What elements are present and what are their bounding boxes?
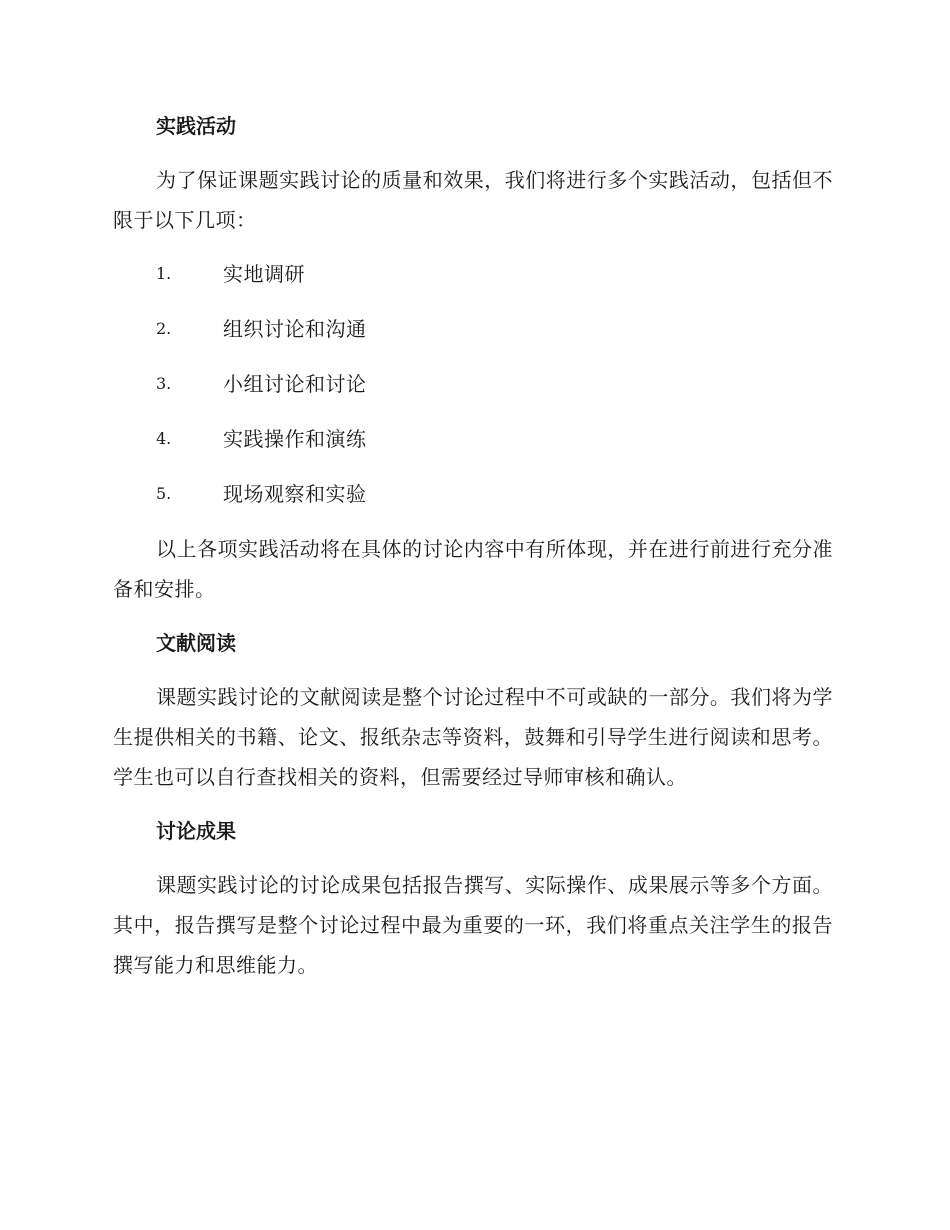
list-item-text: 小组讨论和讨论 <box>223 372 367 396</box>
practice-activity-list <box>113 254 833 514</box>
list-item <box>113 364 833 404</box>
list-item <box>113 254 833 294</box>
document-content <box>113 106 833 999</box>
section-heading-results: 讨论成果 <box>156 819 236 843</box>
list-item-number: 2. <box>156 319 172 338</box>
results-paragraph: 课题实践讨论的讨论成果包括报告撰写、实际操作、成果展示等多个方面。其中，报告撰写是整个讨论过程中最为重要的一环，我们将重点关注学生的报告撰写能力和思维能力。 <box>113 873 833 977</box>
list-item <box>113 474 833 514</box>
list-item-number: 3. <box>156 374 172 393</box>
section-heading-literature: 文献阅读 <box>156 631 236 655</box>
list-item <box>113 419 833 459</box>
list-item-text: 组织讨论和沟通 <box>223 317 367 341</box>
section-heading-practice: 实践活动 <box>156 114 236 138</box>
practice-outro-paragraph: 以上各项实践活动将在具体的讨论内容中有所体现，并在进行前进行充分准备和安排。 <box>113 537 833 601</box>
literature-paragraph: 课题实践讨论的文献阅读是整个讨论过程中不可或缺的一部分。我们将为学生提供相关的书籍、论文、报纸杂志等资料，鼓舞和引导学生进行阅读和思考。学生也可以自行查找相关的资料，但需要经过导师审核和确认。 <box>113 685 833 789</box>
list-item-text: 现场观察和实验 <box>223 482 367 506</box>
list-item-text: 实践操作和演练 <box>223 427 367 451</box>
list-item-number: 5. <box>156 484 172 503</box>
list-item-number: 1. <box>156 264 172 283</box>
list-item-number: 4. <box>156 429 172 448</box>
practice-intro-paragraph: 为了保证课题实践讨论的质量和效果，我们将进行多个实践活动，包括但不限于以下几项： <box>113 168 833 232</box>
list-item-text: 实地调研 <box>223 262 305 286</box>
list-item <box>113 309 833 349</box>
